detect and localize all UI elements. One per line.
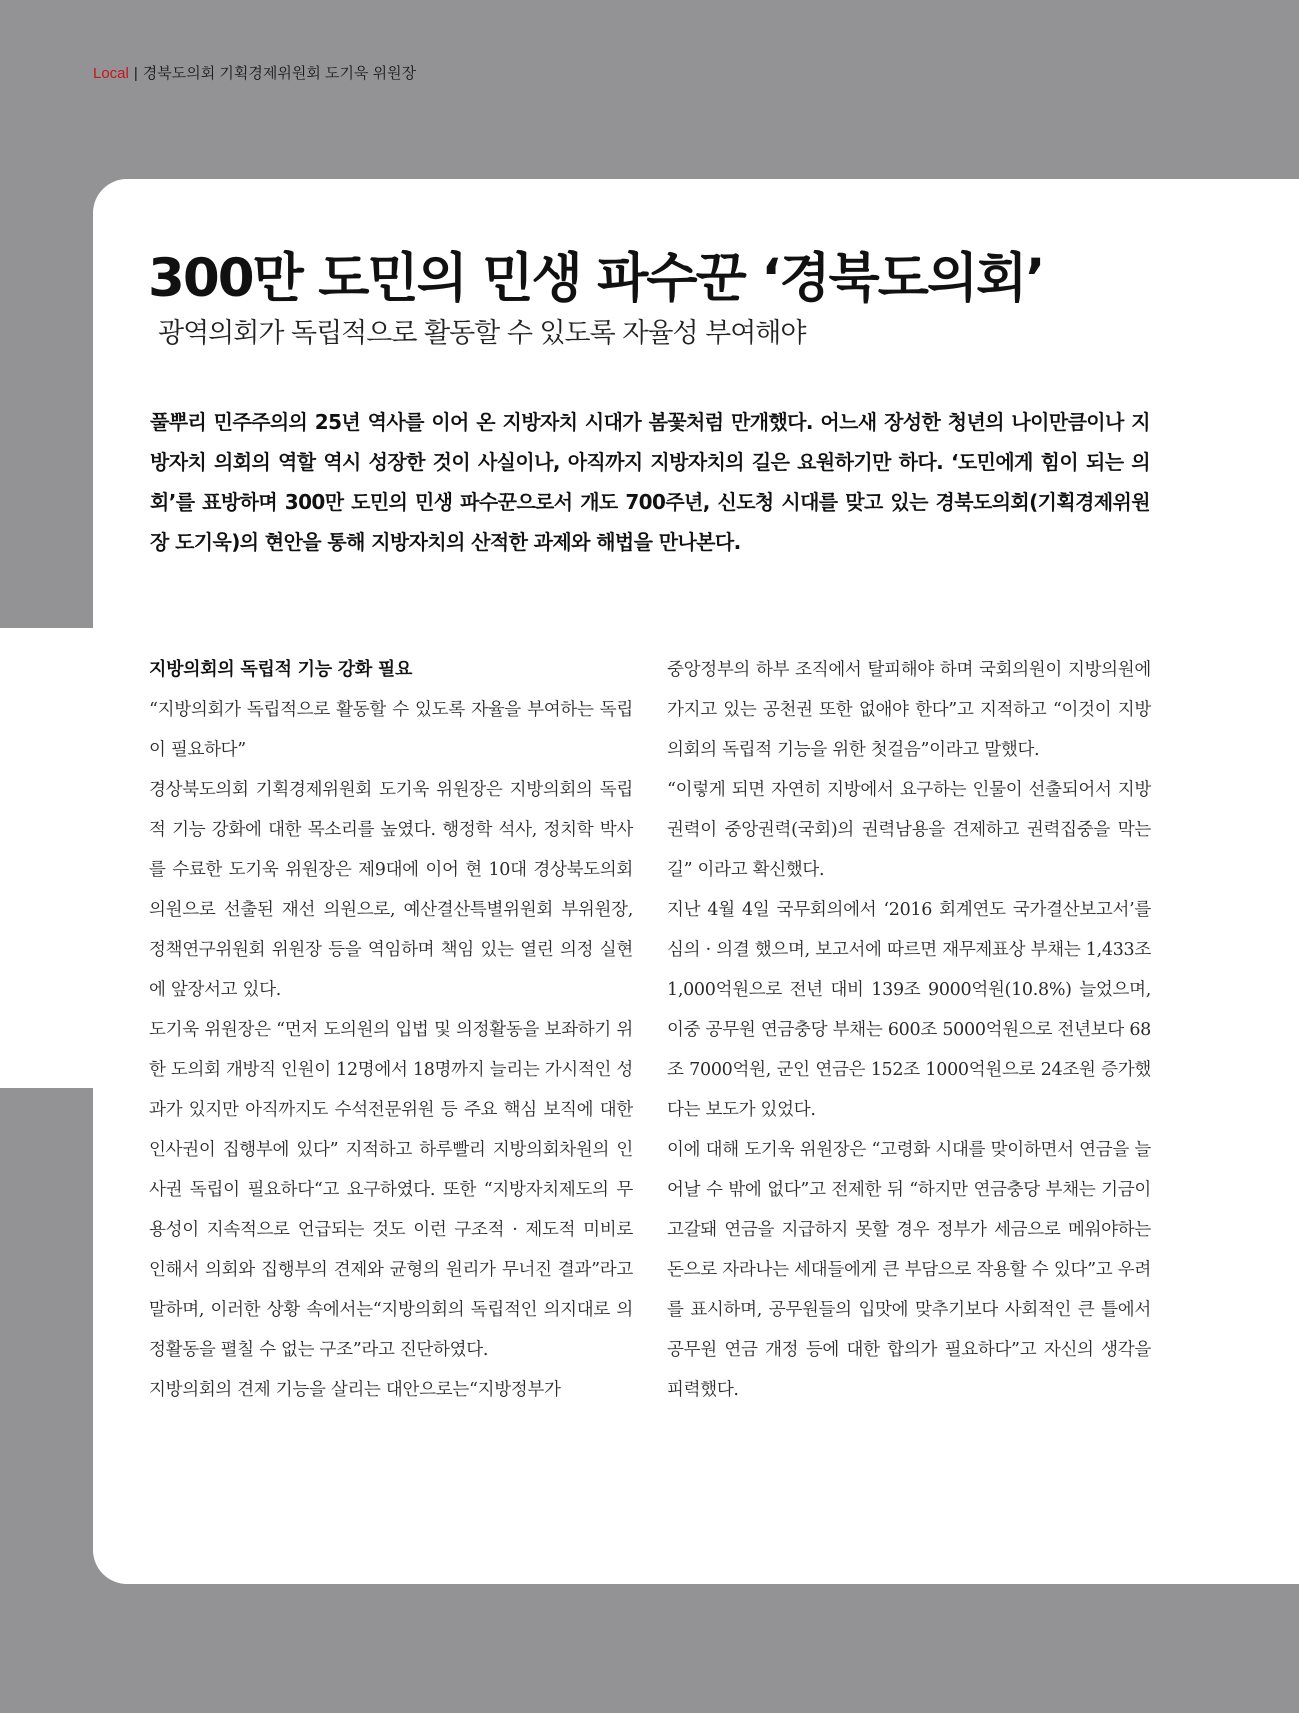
header-separator: | (133, 65, 138, 82)
section-label: Local (93, 65, 129, 82)
body-paragraph: 도기욱 위원장은 “먼저 도의원의 입법 및 의정활동을 보좌하기 위한 도의회 개방직 인원이 12명에서 18명까지 늘리는 가시적인 성과가 있지만 아직까지도 수석전문위원 등 주요 핵심 보직에 대한 인사권이 집행부에 있다” 지적하고 하루빨리 지방의회차원의 인사권 독립이 필요하다“고 요구하였다. 또한 “지방자치제도의 무용성이 지속적으로 언급되는 것도 이런 구조적 · 제도적 미비로 인해서 의회와 집행부의 견제와 균형의 원리가 무너진 결과”라고 말하며, 이러한 상황 속에서는“지방의회의 독립적인 의지대로 의정활동을 펼칠 수 없는 구조”라고 진단하였다. (149, 1020, 633, 1360)
body-paragraph: 지방의회의 견제 기능을 살리는 대안으로는“지방정부가 (149, 1380, 561, 1400)
body-paragraph: “지방의회가 독립적으로 활동할 수 있도록 자율을 부여하는 독립이 필요하다” (149, 700, 633, 760)
body-paragraph: “이렇게 되면 자연히 지방에서 요구하는 인물이 선출되어서 지방권력이 중앙권력(국회)의 권력남용을 견제하고 권력집중을 막는 길” 이라고 확신했다. (667, 780, 1151, 880)
article-subtitle: 광역의회가 독립적으로 활동할 수 있도록 자율성 부여해야 (158, 318, 806, 349)
body-paragraph: 경상북도의회 기획경제위원회 도기욱 위원장은 지방의회의 독립적 기능 강화에 대한 목소리를 높였다. 행정학 석사, 정치학 박사를 수료한 도기욱 위원장은 제9대에 이어 현 10대 경상북도의회 의원으로 선출된 재선 의원으로, 예산결산특별위원회 부위원장, 정책연구위원회 위원장 등을 역임하며 책임 있는 열린 의정 실현에 앞장서고 있다. (149, 780, 633, 1000)
section-heading: 지방의회의 독립적 기능 강화 필요 (149, 659, 413, 680)
lead-paragraph: 풀뿌리 민주주의의 25년 역사를 이어 온 지방자치 시대가 봄꽃처럼 만개했다. 어느새 장성한 청년의 나이만큼이나 지방자치 의회의 역할 역시 성장한 것이 사실이나, 아직까지 지방자치의 길은 요원하기만 하다. ‘도민에게 힘이 되는 의회’를 표방하며 300만 도민의 민생 파수꾼으로서 개도 700주년, 신도청 시대를 맞고 있는 경북도의회(기획경제위원장 도기욱)의 현안을 통해 지방자치의 산적한 과제와 해법을 만나본다. (150, 410, 1150, 554)
body-paragraph: 지난 4월 4일 국무회의에서 ‘2016 회계연도 국가결산보고서’를 심의 · 의결 했으며, 보고서에 따르면 재무제표상 부채는 1,433조 1,000억원으로 전년 대비 139조 9000억원(10.8%) 늘었으며, 이중 공무원 연금충당 부채는 600조 5000억원으로 전년보다 68조 7000억원, 군인 연금은 152조 1000억원으로 24조원 증가했다는 보도가 있었다. (667, 900, 1151, 1120)
body-paragraph: 중앙정부의 하부 조직에서 탈피해야 하며 국회의원이 지방의원에 가지고 있는 공천권 또한 없애야 한다”고 지적하고 “이것이 지방의회의 독립적 기능을 위한 첫걸음”이라고 말했다. (667, 660, 1151, 760)
body-paragraph: 이에 대해 도기욱 위원장은 “고령화 시대를 맞이하면서 연금을 늘어날 수 밖에 없다”고 전제한 뒤 “하지만 연금충당 부채는 기금이 고갈돼 연금을 지급하지 못할 경우 정부가 세금으로 메워야하는 돈으로 자라나는 세대들에게 큰 부담으로 작용할 수 있다”고 우려를 표시하며, 공무원들의 입맛에 맞추기보다 사회적인 큰 틀에서 공무원 연금 개정 등에 대한 합의가 필요하다”고 자신의 생각을 피력했다. (667, 1140, 1151, 1400)
running-header (93, 62, 416, 83)
left-column (149, 650, 633, 1410)
header-caption: 경북도의회 기획경제위원회 도기욱 위원장 (142, 65, 417, 82)
right-column (667, 650, 1151, 1410)
article-title: 300만 도민의 민생 파수꾼 ‘경북도의회’ (148, 248, 1044, 309)
